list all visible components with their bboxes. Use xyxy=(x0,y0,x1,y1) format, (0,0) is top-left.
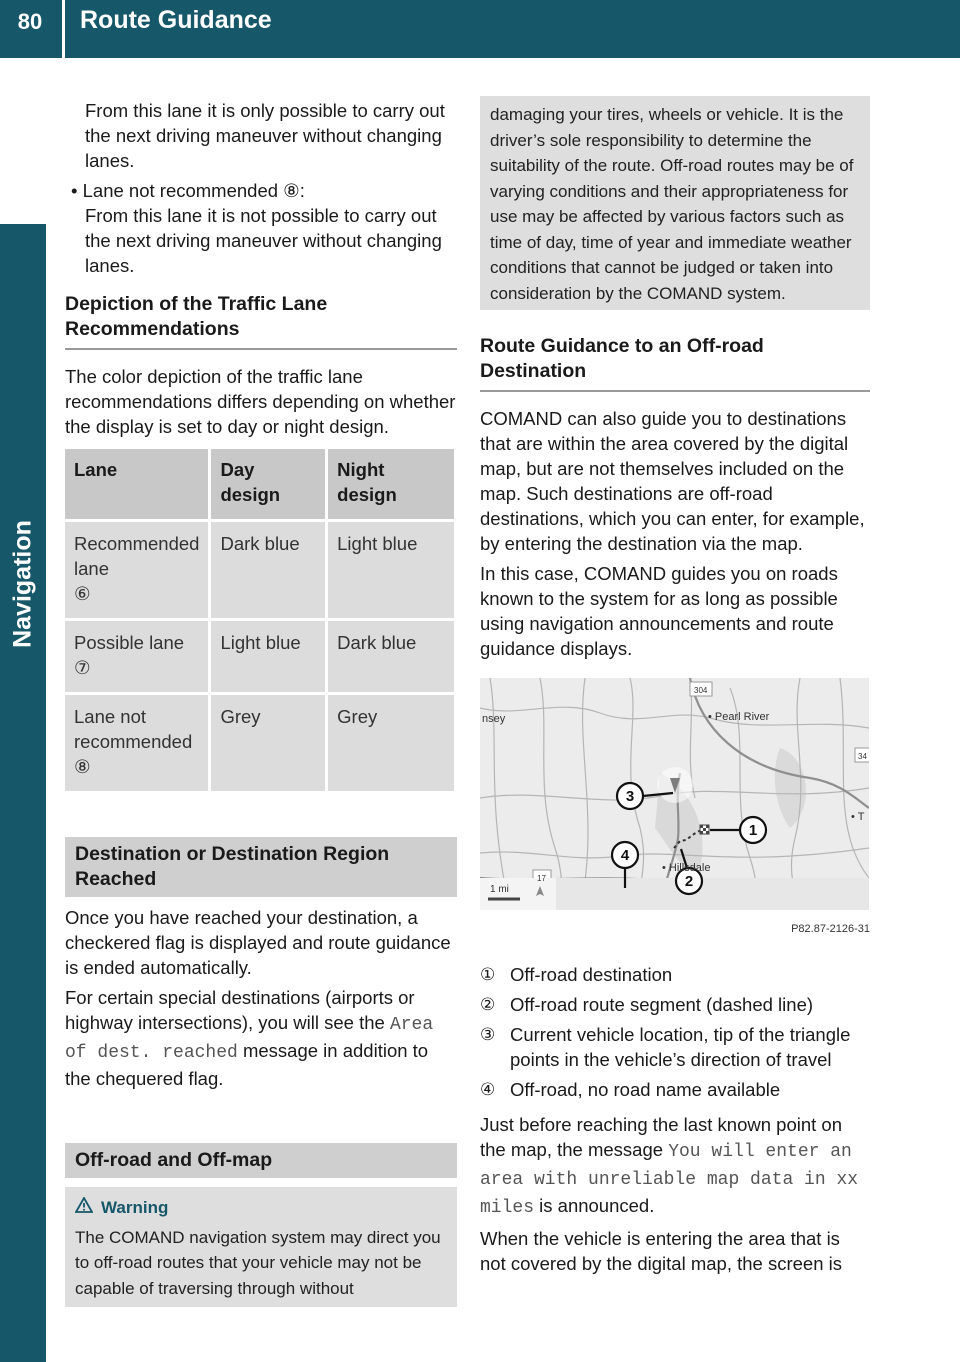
legend-item: ② Off-road route segment (dashed line) xyxy=(480,994,814,1015)
bullet-label: Lane not recommended ⑧: xyxy=(82,180,305,201)
offroad-paragraph-4: When the vehicle is entering the area that is not covered by the digital map, the screen is xyxy=(480,1228,842,1274)
table-cell-lane: Lane not recommended ⑧ xyxy=(65,694,210,792)
warning-header xyxy=(75,1195,447,1221)
column-header-day: Day design xyxy=(210,449,327,521)
warning-box-continued: damaging your tires, wheels or vehicle. It is the driver’s sole responsibility to determine the suitability of the route. Off-road routes may be of varying conditions and their appropriateness for use may be affected by various factors such as time of day, time of year and immediate weather conditions that cannot be judged or taken into consideration by the COMAND system. xyxy=(480,96,870,310)
svg-text:1: 1 xyxy=(748,822,758,839)
map-label-t: • T xyxy=(851,811,865,823)
column-header-night: Night design xyxy=(327,449,454,521)
offroad-paragraph-1: COMAND can also guide you to destinations that are within the area covered by the digital map, but are not themselves included on the map. Such destinations are off-road destinations, which you can enter, for example, by entering the destination via the map. xyxy=(480,408,865,554)
page-number: 80 xyxy=(17,9,43,34)
bullet-marker: • xyxy=(71,180,78,201)
svg-text:3: 3 xyxy=(625,788,635,805)
message-unreliable-map-data: You will enter an area with unreliable map data in xx miles xyxy=(480,1142,859,1218)
legend-item: ③ Current vehicle location, tip of the triangle points in the vehicle’s direction of travel xyxy=(480,1024,851,1070)
image-code: P82.87-2126-31 xyxy=(791,923,870,935)
table-row xyxy=(65,694,454,792)
svg-text:4: 4 xyxy=(620,847,630,864)
warning-triangle-icon xyxy=(75,1195,93,1221)
section-heading-traffic-lane: Depiction of the Traffic Lane Recommendations xyxy=(65,292,457,350)
section-heading-off-road: Off-road and Off-map xyxy=(65,1143,457,1178)
table-row xyxy=(65,620,454,694)
page-header xyxy=(0,0,960,58)
table-row xyxy=(65,521,454,620)
warning-label: Warning xyxy=(101,1198,169,1217)
section-intro: The color depiction of the traffic lane recommendations differs depending on whether the display is set to day or night design. xyxy=(65,366,456,437)
legend-item: ④ Off-road, no road name available xyxy=(480,1079,781,1100)
table-cell-night: Dark blue xyxy=(327,620,454,694)
map-shield-17: 17 xyxy=(537,874,546,883)
column-header-lane: Lane xyxy=(65,449,210,521)
table-cell-day: Grey xyxy=(210,694,327,792)
map-scale-label: 1 mi xyxy=(490,884,509,895)
table-cell-night: Grey xyxy=(327,694,454,792)
offroad-paragraph-2: In this case, COMAND guides you on roads known to the system for as long as possible using navigation announcements and route guidance displays. xyxy=(480,563,838,659)
offroad-paragraph-3: Just before reaching the last known point on the map, the message You will enter an area with unreliable map data in xx miles is announced. xyxy=(480,1114,859,1218)
bullet-lane-not-recommended xyxy=(65,178,457,278)
table-cell-night: Light blue xyxy=(327,521,454,620)
intro-line: From this lane it is only possible to carry out the next driving maneuver without changing lanes. xyxy=(85,100,445,171)
destination-paragraph-1: Once you have reached your destination, a checkered flag is displayed and route guidance is ended automatically. xyxy=(65,907,451,978)
message-area-of-dest: Area of dest. reached xyxy=(65,1015,434,1063)
table-cell-lane: Recommended lane ⑥ xyxy=(65,521,210,620)
chapter-title: Route Guidance xyxy=(80,6,272,34)
lane-color-table xyxy=(65,449,454,791)
map-label-hillsdale: • Hillsdale xyxy=(662,862,711,874)
bullet-text: From this lane it is not possible to carry out the next driving maneuver without changing lanes. xyxy=(85,205,442,276)
map-label-nsey: nsey xyxy=(482,713,506,725)
table-cell-lane: Possible lane ⑦ xyxy=(65,620,210,694)
destination-paragraph-2: For certain special destinations (airports or highway intersections), you will see the Area of dest. reached message in addition to the chequered flag. xyxy=(65,987,434,1089)
right-column xyxy=(480,96,870,1281)
table-cell-day: Dark blue xyxy=(210,521,327,620)
side-tab-label: Navigation xyxy=(8,520,37,648)
header-divider xyxy=(62,0,65,58)
map-shield-304: 304 xyxy=(694,686,708,695)
map-label-pearl-river: • Pearl River xyxy=(708,711,770,723)
table-header-row xyxy=(65,449,454,521)
table-cell-day: Light blue xyxy=(210,620,327,694)
side-tab xyxy=(0,224,46,1362)
left-column xyxy=(65,98,457,1307)
legend-item: ① Off-road destination xyxy=(480,964,673,985)
warning-box xyxy=(65,1187,457,1307)
map-shield-34: 34 xyxy=(858,752,867,761)
section-heading-offroad-destination: Route Guidance to an Off-road Destination xyxy=(480,334,870,392)
navigation-map-image xyxy=(480,678,869,910)
warning-text: The COMAND navigation system may direct you to off-road routes that your vehicle may not be capable of traversing through without xyxy=(75,1227,441,1298)
section-heading-destination-reached: Destination or Destination Region Reached xyxy=(65,837,457,897)
svg-text:2: 2 xyxy=(684,873,694,890)
